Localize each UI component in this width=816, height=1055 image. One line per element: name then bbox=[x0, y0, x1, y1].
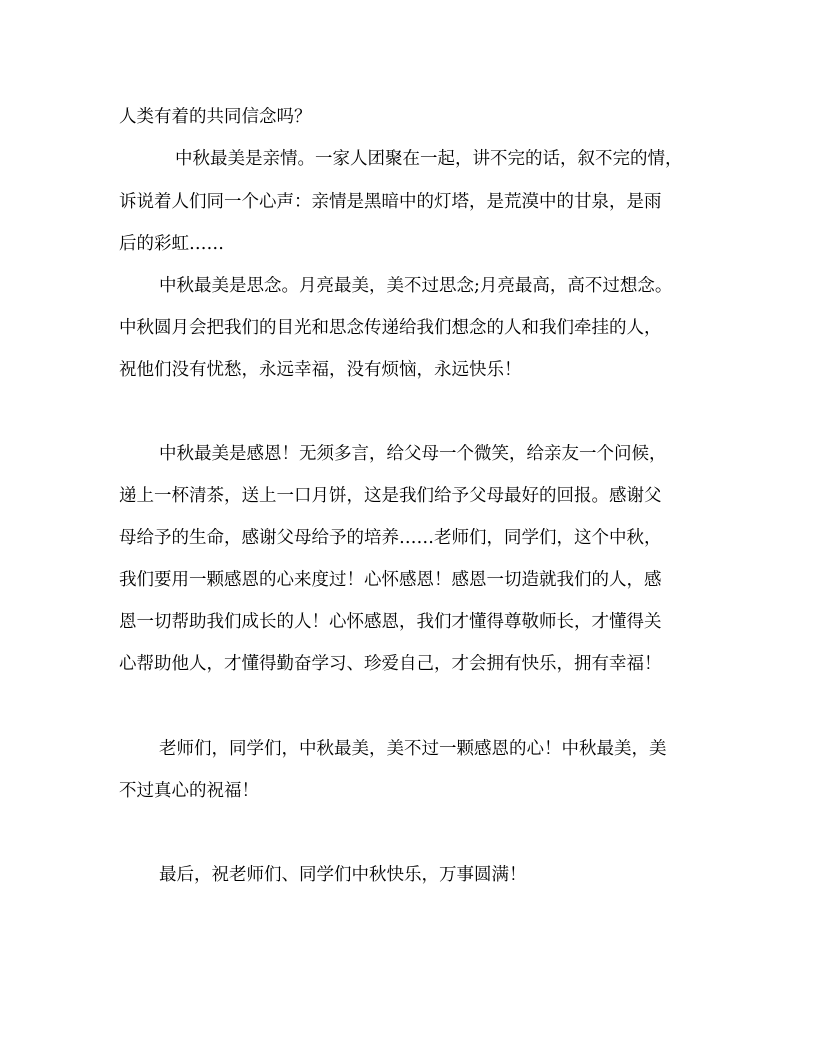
text-line: 中秋圆月会把我们的目光和思念传递给我们想念的人和我们牵挂的人， bbox=[119, 318, 662, 338]
text-line: 最后，祝老师们、同学们中秋快乐，万事圆满！ bbox=[159, 865, 527, 885]
text-line: 老师们，同学们，中秋最美，美不过一颗感恩的心！中秋最美，美 bbox=[159, 739, 667, 759]
text-line: 中秋最美是亲情。一家人团聚在一起，讲不完的话，叙不完的情， bbox=[175, 149, 683, 169]
text-line: 我们要用一颗感恩的心来度过！心怀感恩！感恩一切造就我们的人，感 bbox=[119, 570, 662, 590]
text-line: 不过真心的祝福！ bbox=[119, 781, 259, 801]
text-line: 母给予的生命，感谢父母给予的培养……老师们，同学们，这个中秋， bbox=[119, 528, 662, 548]
text-line: 心帮助他人，才懂得勤奋学习、珍爱自己，才会拥有快乐，拥有幸福！ bbox=[119, 654, 662, 674]
text-line: 中秋最美是思念。月亮最美，美不过思念;月亮最高，高不过想念。 bbox=[159, 276, 673, 296]
text-line: 诉说着人们同一个心声：亲情是黑暗中的灯塔，是荒漠中的甘泉，是雨 bbox=[119, 192, 662, 212]
text-line: 人类有着的共同信念吗？ bbox=[119, 107, 312, 127]
text-line: 后的彩虹…… bbox=[119, 234, 224, 254]
text-line: 祝他们没有忧愁，永远幸福，没有烦恼，永远快乐！ bbox=[119, 360, 522, 380]
text-line: 递上一杯清茶，送上一口月饼，这是我们给予父母最好的回报。感谢父 bbox=[119, 486, 662, 506]
text-line: 中秋最美是感恩！无须多言，给父母一个微笑，给亲友一个问候， bbox=[159, 444, 667, 464]
text-line: 恩一切帮助我们成长的人！心怀感恩，我们才懂得尊敬师长，才懂得关 bbox=[119, 612, 662, 632]
